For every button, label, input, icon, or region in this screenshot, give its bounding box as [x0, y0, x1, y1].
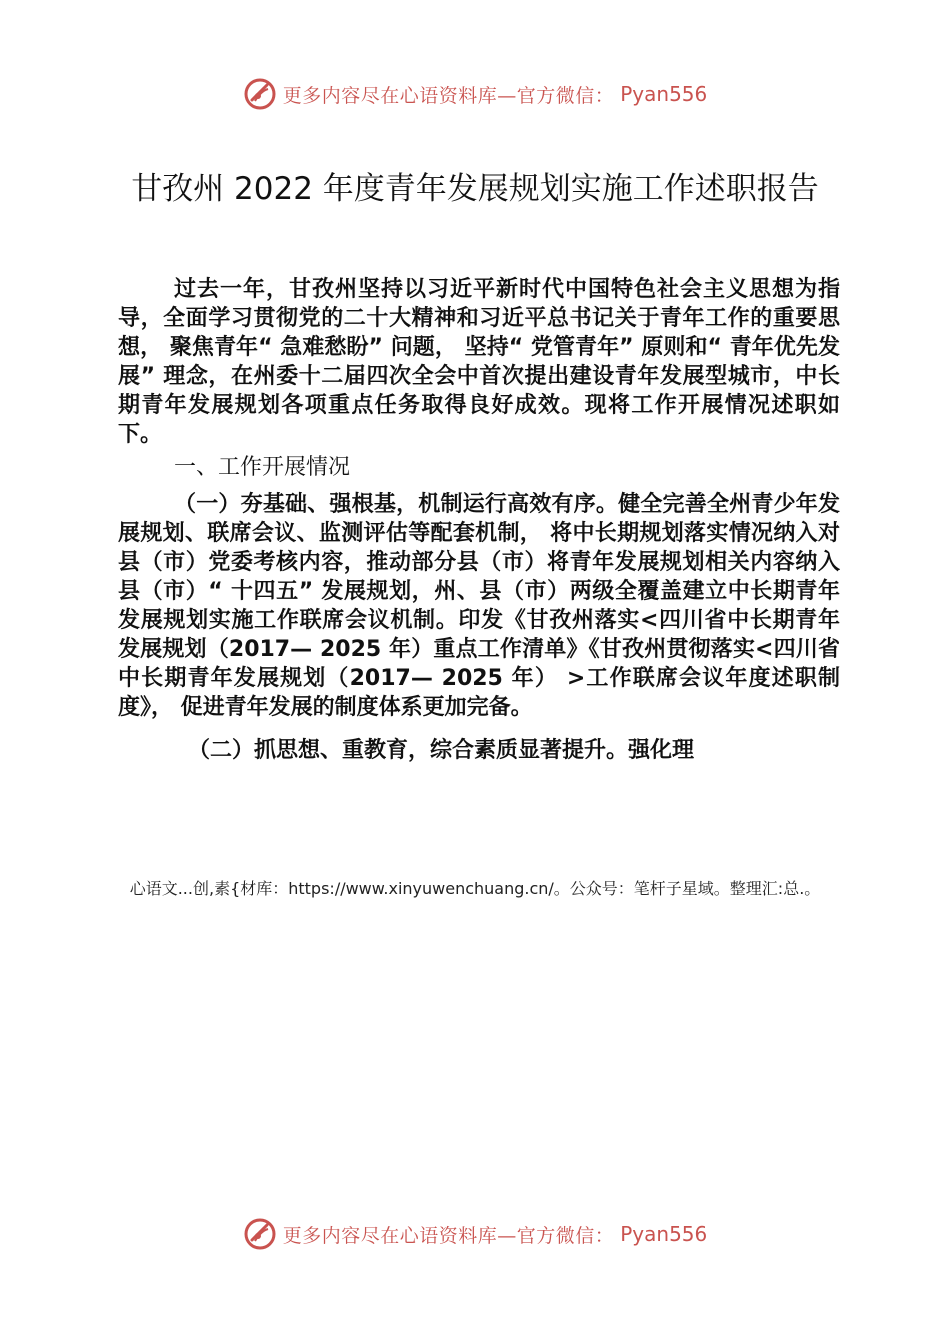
intro-paragraph: 过去一年，甘孜州坚持以习近平新时代中国特色社会主义思想为指导，全面学习贯彻党的二十大精神和习近平总书记关于青年工作的重要思想， 聚焦青年“ 急难愁盼” 问题， 坚持“ 党管青年” 原则和“ 青年优先发展” 理念，在州委十二届四次全会中首次提出建设青年发展型城市，中长期青年发展规划各项重点任务取得良好成效。现将工作开展情况述职如下。: [118, 277, 840, 447]
watermark-text: 更多内容尽在心语资料库—官方微信：: [282, 84, 615, 107]
footer-note: 心语文...创,素{材库：https://www.xinyuwenchuang.cn/。公众号：笔杆子星域。整理汇:总.。: [129, 879, 821, 898]
red-circle-logo-icon: [243, 1217, 277, 1251]
watermark-id: Pyan556: [620, 1222, 708, 1246]
document-title: 甘孜州 2022 年度青年发展规划实施工作述职报告: [131, 171, 819, 207]
watermark-id: Pyan556: [620, 82, 708, 106]
document-body: [118, 275, 840, 787]
red-circle-logo-icon: [243, 77, 277, 111]
section-heading-1: 一、工作开展情况: [174, 455, 351, 480]
watermark-text: 更多内容尽在心语资料库—官方微信：: [282, 1224, 615, 1247]
subsection-2-start: （二）抓思想、重教育，综合素质显著提升。强化理: [188, 738, 695, 763]
subsection-1-paragraph: （一）夯基础、强根基，机制运行高效有序。健全完善全州青少年发展规划、联席会议、监测评估等配套机制， 将中长期规划落实情况纳入对县（市）党委考核内容，推动部分县（市）将青年发展规划相关内容纳入县（市）“ 十四五” 发展规划，州、县（市）两级全覆盖建立中长期青年发展规划实施工作联席会议机制。印发《甘孜州落实<四川省中长期青年发展规划（2017— 2025 年）重点工作清单》《甘孜州贯彻落实<四川省中长期青年发展规划（2017— 2025 年） >工作联席会议年度述职制度》， 促进青年发展的制度体系更加完备。: [118, 492, 840, 720]
watermark-top: [0, 72, 950, 116]
watermark-bottom: [0, 1212, 950, 1256]
